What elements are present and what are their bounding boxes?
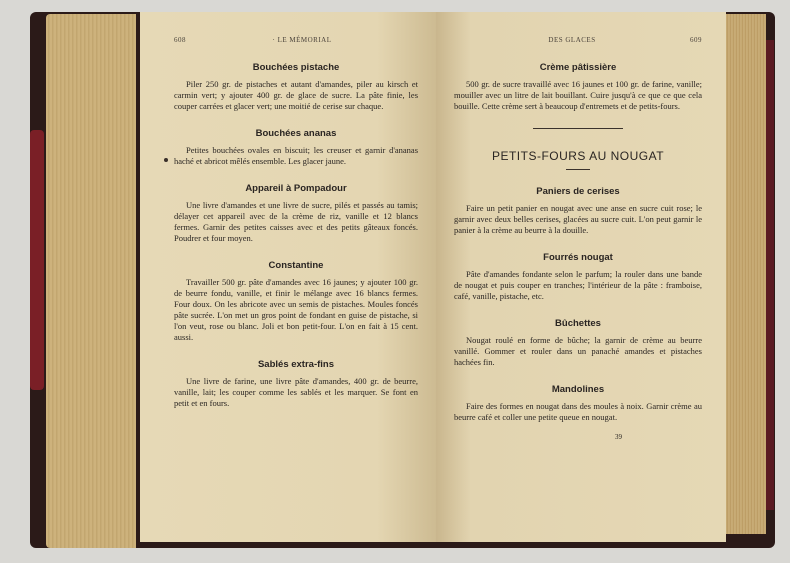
left-running-title: · LE MÉMORIAL — [272, 36, 332, 44]
section-text: Une livre de farine, une livre pâte d'amandes, 400 gr. de beurre, vanille, lait; les couper comme les sablés et les marquer. Se font en petit et en fours. — [174, 376, 418, 408]
section-title: Paniers de cerises — [536, 186, 620, 197]
divider-rule — [533, 128, 623, 129]
section-title: Constantine — [268, 260, 324, 271]
left-page-number: 608 — [174, 36, 186, 44]
section-title: Mandolines — [551, 384, 605, 395]
page-edges-right — [720, 14, 766, 534]
section-title: Bûchettes — [555, 318, 601, 329]
section-text: Petites bouchées ovales en biscuit; les creuser et garnir d'ananas haché et abricot mêlés ensemble. Les glacer jaune. — [174, 145, 418, 166]
left-page — [140, 12, 436, 542]
page-edges-left — [46, 14, 136, 548]
right-running-title: DES GLACES — [548, 36, 596, 44]
section-title: Fourrés nougat — [543, 252, 613, 263]
left-page-header — [174, 36, 418, 44]
chapter-underline — [566, 169, 590, 170]
section-text: Faire des formes en nougat dans des moules à noix. Garnir crème au beurre café et coller une petite queue en nougat. — [454, 401, 702, 422]
section-title: Sablés extra-fins — [257, 359, 335, 370]
section-text: Nougat roulé en forme de bûche; la garnir de crème au beurre vanillé. Gommer et rouler dans un panaché amandes et pistaches hachées fin. — [454, 335, 702, 367]
section-text: Piler 250 gr. de pistaches et autant d'amandes, piler au kirsch et carmin vert; y ajouter 400 gr. de glace de sucre. La pâte finie, les couper carrées et glacer vert; une moitié de cerise sur chaque. — [174, 79, 418, 111]
right-page-number: 609 — [690, 36, 702, 44]
section-text: Travailler 500 gr. pâte d'amandes avec 16 jaunes; y ajouter 100 gr. de beurre fondu, vanille, et finir le mélange avec 16 blancs fermes. Four doux. On les abricote avec un semis de pistaches. Moules foncés pâte sucrée. L'on met un gros point de fondant en guise de pistache, si l'on veut, rose ou blanc. Joli et bon petit-four. L'on en fait à 15 cent. aussi. — [174, 277, 418, 342]
cover-red-left — [30, 130, 44, 390]
intro-title: Crème pâtissière — [539, 62, 617, 73]
intro-text: 500 gr. de sucre travaillé avec 16 jaunes et 100 gr. de farine, vanille; mouiller avec un litre de lait bouillant. Cuire jusqu'à ce que ce que cela bouille. Cette crème sert à beaucoup d'entremets et de petits-fours. — [454, 79, 702, 111]
ink-dot — [164, 158, 168, 162]
section-title: Bouchées pistache — [252, 62, 340, 73]
section-title: Appareil à Pompadour — [245, 183, 347, 194]
section-title: Bouchées ananas — [255, 128, 337, 139]
section-text: Une livre d'amandes et une livre de sucre, pilés et passés au tamis; délayer cet appareil avec de la crème de riz, vanille et 12 blancs fermes. Garnir des petites caisses avec et des petits gâteaux foncés. Poudrer et four moyen. — [174, 200, 418, 243]
chapter-title: PETITS-FOURS AU NOUGAT — [491, 149, 665, 163]
signature-mark: 39 — [615, 433, 622, 441]
right-page — [436, 12, 726, 542]
right-page-header — [454, 36, 702, 44]
section-text: Faire un petit panier en nougat avec une anse en sucre cuit rose; le garnir avec deux belles cerises, glacées au sucre cuit. L'on peut garnir le panier à la crème au beurre à la douille. — [454, 203, 702, 235]
section-text: Pâte d'amandes fondante selon le parfum; la rouler dans une bande de nougat et puis couper en tranches; l'intérieur de la pâte : framboise, café, vanille, pistache, etc. — [454, 269, 702, 301]
